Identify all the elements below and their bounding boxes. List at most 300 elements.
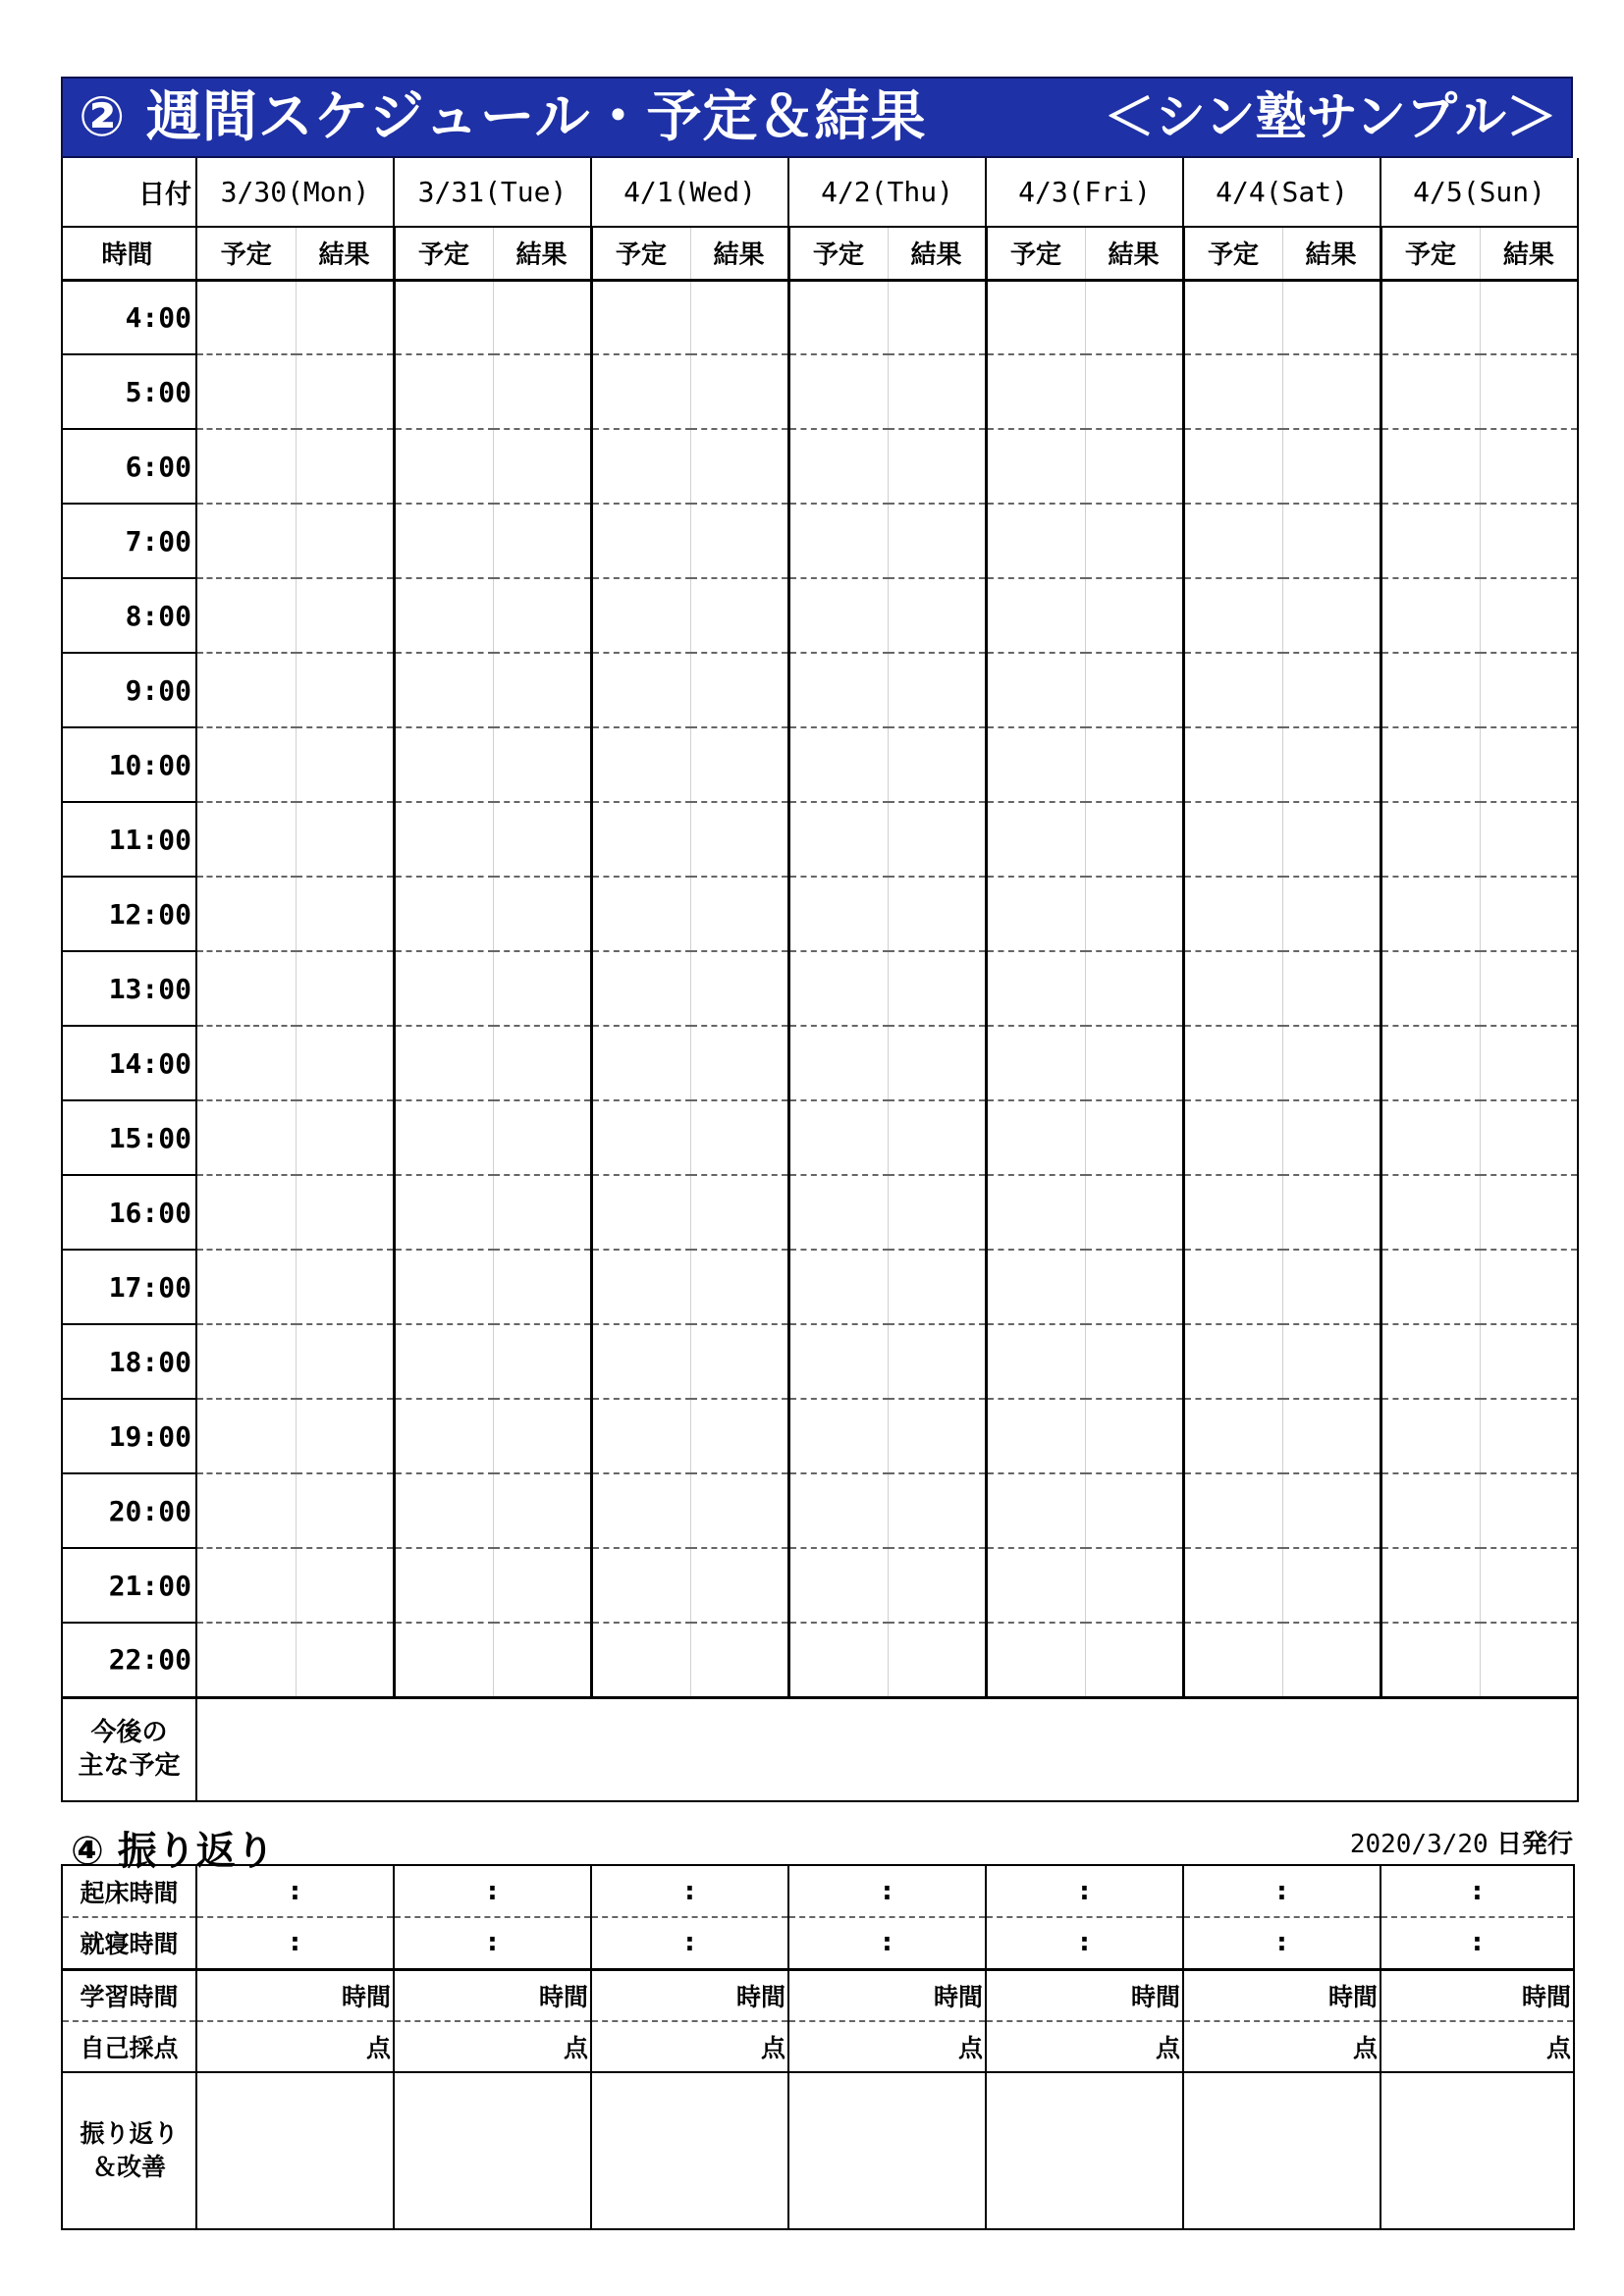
result-cell[interactable] xyxy=(888,280,986,354)
plan-cell[interactable] xyxy=(591,1473,690,1548)
review-cell[interactable] xyxy=(788,2072,986,2229)
plan-cell[interactable] xyxy=(394,877,493,951)
plan-cell[interactable] xyxy=(788,1100,888,1175)
result-cell[interactable] xyxy=(1282,1026,1380,1100)
result-cell[interactable] xyxy=(888,429,986,504)
result-cell[interactable] xyxy=(1480,1399,1578,1473)
wake-time-cell[interactable]: : xyxy=(1380,1865,1574,1917)
plan-cell[interactable] xyxy=(591,1324,690,1399)
result-cell[interactable] xyxy=(1480,1473,1578,1548)
result-cell[interactable] xyxy=(1282,877,1380,951)
result-cell[interactable] xyxy=(1085,1623,1183,1697)
plan-cell[interactable] xyxy=(394,1250,493,1324)
result-cell[interactable] xyxy=(888,653,986,727)
plan-cell[interactable] xyxy=(394,1548,493,1623)
result-cell[interactable] xyxy=(493,1623,591,1697)
result-cell[interactable] xyxy=(1282,1399,1380,1473)
plan-cell[interactable] xyxy=(788,877,888,951)
result-cell[interactable] xyxy=(493,1100,591,1175)
plan-cell[interactable] xyxy=(394,1623,493,1697)
result-cell[interactable] xyxy=(1282,578,1380,653)
result-cell[interactable] xyxy=(296,1026,394,1100)
plan-cell[interactable] xyxy=(1380,1548,1480,1623)
result-cell[interactable] xyxy=(1282,429,1380,504)
plan-cell[interactable] xyxy=(394,1324,493,1399)
result-cell[interactable] xyxy=(493,578,591,653)
plan-cell[interactable] xyxy=(1380,354,1480,429)
result-cell[interactable] xyxy=(888,1324,986,1399)
result-cell[interactable] xyxy=(888,1175,986,1250)
result-cell[interactable] xyxy=(1480,1175,1578,1250)
plan-cell[interactable] xyxy=(1183,429,1282,504)
result-cell[interactable] xyxy=(1480,578,1578,653)
result-cell[interactable] xyxy=(1085,1324,1183,1399)
result-cell[interactable] xyxy=(1480,1324,1578,1399)
plan-cell[interactable] xyxy=(986,1175,1085,1250)
plan-cell[interactable] xyxy=(986,1026,1085,1100)
result-cell[interactable] xyxy=(690,1399,788,1473)
study-time-cell[interactable]: 時間 xyxy=(394,1969,591,2021)
plan-cell[interactable] xyxy=(788,653,888,727)
plan-cell[interactable] xyxy=(394,1473,493,1548)
plan-cell[interactable] xyxy=(1380,653,1480,727)
plan-cell[interactable] xyxy=(196,1548,296,1623)
plan-cell[interactable] xyxy=(394,653,493,727)
plan-cell[interactable] xyxy=(591,1548,690,1623)
plan-cell[interactable] xyxy=(1183,504,1282,578)
result-cell[interactable] xyxy=(1480,354,1578,429)
study-time-cell[interactable]: 時間 xyxy=(1380,1969,1574,2021)
result-cell[interactable] xyxy=(1085,504,1183,578)
wake-time-cell[interactable]: : xyxy=(591,1865,788,1917)
plan-cell[interactable] xyxy=(1380,429,1480,504)
self-score-cell[interactable]: 点 xyxy=(591,2021,788,2072)
plan-cell[interactable] xyxy=(394,1175,493,1250)
plan-cell[interactable] xyxy=(788,578,888,653)
plan-cell[interactable] xyxy=(788,1473,888,1548)
result-cell[interactable] xyxy=(888,1100,986,1175)
plan-cell[interactable] xyxy=(1380,877,1480,951)
plan-cell[interactable] xyxy=(1183,877,1282,951)
result-cell[interactable] xyxy=(296,578,394,653)
sleep-time-cell[interactable]: : xyxy=(591,1917,788,1969)
plan-cell[interactable] xyxy=(196,802,296,877)
result-cell[interactable] xyxy=(888,1399,986,1473)
plan-cell[interactable] xyxy=(591,653,690,727)
result-cell[interactable] xyxy=(1282,1100,1380,1175)
plan-cell[interactable] xyxy=(591,1100,690,1175)
result-cell[interactable] xyxy=(1085,578,1183,653)
plan-cell[interactable] xyxy=(394,354,493,429)
result-cell[interactable] xyxy=(296,1473,394,1548)
result-cell[interactable] xyxy=(1480,1548,1578,1623)
plan-cell[interactable] xyxy=(1380,1324,1480,1399)
plan-cell[interactable] xyxy=(1183,1473,1282,1548)
plan-cell[interactable] xyxy=(394,280,493,354)
result-cell[interactable] xyxy=(690,1548,788,1623)
result-cell[interactable] xyxy=(1085,1250,1183,1324)
plan-cell[interactable] xyxy=(196,727,296,802)
plan-cell[interactable] xyxy=(394,727,493,802)
plan-cell[interactable] xyxy=(1380,951,1480,1026)
result-cell[interactable] xyxy=(690,951,788,1026)
wake-time-cell[interactable]: : xyxy=(788,1865,986,1917)
result-cell[interactable] xyxy=(1282,1175,1380,1250)
plan-cell[interactable] xyxy=(788,1623,888,1697)
plan-cell[interactable] xyxy=(986,280,1085,354)
plan-cell[interactable] xyxy=(1380,1250,1480,1324)
sleep-time-cell[interactable]: : xyxy=(1183,1917,1380,1969)
result-cell[interactable] xyxy=(296,951,394,1026)
plan-cell[interactable] xyxy=(196,504,296,578)
result-cell[interactable] xyxy=(1480,653,1578,727)
self-score-cell[interactable]: 点 xyxy=(1380,2021,1574,2072)
result-cell[interactable] xyxy=(888,877,986,951)
sleep-time-cell[interactable]: : xyxy=(394,1917,591,1969)
plan-cell[interactable] xyxy=(986,951,1085,1026)
plan-cell[interactable] xyxy=(196,1473,296,1548)
plan-cell[interactable] xyxy=(788,280,888,354)
result-cell[interactable] xyxy=(1282,802,1380,877)
plan-cell[interactable] xyxy=(1183,1324,1282,1399)
plan-cell[interactable] xyxy=(591,1026,690,1100)
result-cell[interactable] xyxy=(493,1250,591,1324)
result-cell[interactable] xyxy=(493,280,591,354)
plan-cell[interactable] xyxy=(196,578,296,653)
result-cell[interactable] xyxy=(493,429,591,504)
result-cell[interactable] xyxy=(296,653,394,727)
result-cell[interactable] xyxy=(1480,504,1578,578)
plan-cell[interactable] xyxy=(591,429,690,504)
plan-cell[interactable] xyxy=(1380,1100,1480,1175)
plan-cell[interactable] xyxy=(1380,1026,1480,1100)
wake-time-cell[interactable]: : xyxy=(986,1865,1183,1917)
result-cell[interactable] xyxy=(493,354,591,429)
plan-cell[interactable] xyxy=(1380,504,1480,578)
plan-cell[interactable] xyxy=(591,877,690,951)
result-cell[interactable] xyxy=(296,354,394,429)
plan-cell[interactable] xyxy=(986,653,1085,727)
review-cell[interactable] xyxy=(1380,2072,1574,2229)
result-cell[interactable] xyxy=(493,1548,591,1623)
plan-cell[interactable] xyxy=(591,1399,690,1473)
result-cell[interactable] xyxy=(1282,1324,1380,1399)
plan-cell[interactable] xyxy=(986,802,1085,877)
result-cell[interactable] xyxy=(888,951,986,1026)
plan-cell[interactable] xyxy=(196,1250,296,1324)
plan-cell[interactable] xyxy=(591,504,690,578)
plan-cell[interactable] xyxy=(196,653,296,727)
plan-cell[interactable] xyxy=(986,1324,1085,1399)
plan-cell[interactable] xyxy=(986,1548,1085,1623)
result-cell[interactable] xyxy=(1085,877,1183,951)
plan-cell[interactable] xyxy=(196,280,296,354)
result-cell[interactable] xyxy=(1282,280,1380,354)
plan-cell[interactable] xyxy=(788,951,888,1026)
result-cell[interactable] xyxy=(493,1175,591,1250)
result-cell[interactable] xyxy=(1282,1548,1380,1623)
wake-time-cell[interactable]: : xyxy=(394,1865,591,1917)
result-cell[interactable] xyxy=(1282,1473,1380,1548)
result-cell[interactable] xyxy=(690,727,788,802)
plan-cell[interactable] xyxy=(196,354,296,429)
result-cell[interactable] xyxy=(1282,653,1380,727)
result-cell[interactable] xyxy=(888,354,986,429)
plan-cell[interactable] xyxy=(1183,354,1282,429)
sleep-time-cell[interactable]: : xyxy=(986,1917,1183,1969)
result-cell[interactable] xyxy=(493,653,591,727)
plan-cell[interactable] xyxy=(1183,1548,1282,1623)
plan-cell[interactable] xyxy=(788,1026,888,1100)
review-cell[interactable] xyxy=(1183,2072,1380,2229)
result-cell[interactable] xyxy=(1480,951,1578,1026)
plan-cell[interactable] xyxy=(591,1623,690,1697)
review-cell[interactable] xyxy=(986,2072,1183,2229)
plan-cell[interactable] xyxy=(394,1026,493,1100)
plan-cell[interactable] xyxy=(196,429,296,504)
result-cell[interactable] xyxy=(296,1324,394,1399)
plan-cell[interactable] xyxy=(986,354,1085,429)
result-cell[interactable] xyxy=(493,1399,591,1473)
plan-cell[interactable] xyxy=(394,1100,493,1175)
plan-cell[interactable] xyxy=(986,504,1085,578)
plan-cell[interactable] xyxy=(1380,1623,1480,1697)
result-cell[interactable] xyxy=(888,727,986,802)
plan-cell[interactable] xyxy=(1183,951,1282,1026)
sleep-time-cell[interactable]: : xyxy=(1380,1917,1574,1969)
result-cell[interactable] xyxy=(888,1473,986,1548)
plan-cell[interactable] xyxy=(1380,1473,1480,1548)
self-score-cell[interactable]: 点 xyxy=(788,2021,986,2072)
result-cell[interactable] xyxy=(888,504,986,578)
plan-cell[interactable] xyxy=(394,951,493,1026)
plan-cell[interactable] xyxy=(986,1399,1085,1473)
result-cell[interactable] xyxy=(1480,1026,1578,1100)
result-cell[interactable] xyxy=(296,504,394,578)
result-cell[interactable] xyxy=(690,429,788,504)
plan-cell[interactable] xyxy=(1380,1399,1480,1473)
result-cell[interactable] xyxy=(888,1026,986,1100)
result-cell[interactable] xyxy=(493,951,591,1026)
plan-cell[interactable] xyxy=(591,280,690,354)
plan-cell[interactable] xyxy=(394,578,493,653)
result-cell[interactable] xyxy=(690,877,788,951)
result-cell[interactable] xyxy=(1085,354,1183,429)
plan-cell[interactable] xyxy=(1183,280,1282,354)
result-cell[interactable] xyxy=(493,504,591,578)
review-cell[interactable] xyxy=(394,2072,591,2229)
plan-cell[interactable] xyxy=(196,1026,296,1100)
result-cell[interactable] xyxy=(1085,802,1183,877)
result-cell[interactable] xyxy=(1480,802,1578,877)
result-cell[interactable] xyxy=(690,1623,788,1697)
future-plans-field[interactable] xyxy=(196,1697,1578,1801)
review-cell[interactable] xyxy=(591,2072,788,2229)
result-cell[interactable] xyxy=(1480,727,1578,802)
result-cell[interactable] xyxy=(1085,727,1183,802)
plan-cell[interactable] xyxy=(591,727,690,802)
result-cell[interactable] xyxy=(1085,653,1183,727)
study-time-cell[interactable]: 時間 xyxy=(591,1969,788,2021)
result-cell[interactable] xyxy=(690,1473,788,1548)
plan-cell[interactable] xyxy=(986,877,1085,951)
plan-cell[interactable] xyxy=(986,1473,1085,1548)
result-cell[interactable] xyxy=(296,727,394,802)
result-cell[interactable] xyxy=(296,1548,394,1623)
plan-cell[interactable] xyxy=(1183,727,1282,802)
result-cell[interactable] xyxy=(493,1473,591,1548)
result-cell[interactable] xyxy=(296,1399,394,1473)
self-score-cell[interactable]: 点 xyxy=(986,2021,1183,2072)
result-cell[interactable] xyxy=(493,1324,591,1399)
result-cell[interactable] xyxy=(888,1250,986,1324)
plan-cell[interactable] xyxy=(591,354,690,429)
self-score-cell[interactable]: 点 xyxy=(1183,2021,1380,2072)
self-score-cell[interactable]: 点 xyxy=(196,2021,394,2072)
result-cell[interactable] xyxy=(690,1324,788,1399)
result-cell[interactable] xyxy=(1480,280,1578,354)
plan-cell[interactable] xyxy=(986,1250,1085,1324)
study-time-cell[interactable]: 時間 xyxy=(196,1969,394,2021)
result-cell[interactable] xyxy=(690,280,788,354)
wake-time-cell[interactable]: : xyxy=(196,1865,394,1917)
plan-cell[interactable] xyxy=(1183,578,1282,653)
plan-cell[interactable] xyxy=(1183,1100,1282,1175)
plan-cell[interactable] xyxy=(788,1250,888,1324)
plan-cell[interactable] xyxy=(986,429,1085,504)
plan-cell[interactable] xyxy=(788,504,888,578)
plan-cell[interactable] xyxy=(591,951,690,1026)
result-cell[interactable] xyxy=(1085,1473,1183,1548)
result-cell[interactable] xyxy=(1282,504,1380,578)
plan-cell[interactable] xyxy=(196,1324,296,1399)
result-cell[interactable] xyxy=(296,877,394,951)
result-cell[interactable] xyxy=(1480,877,1578,951)
plan-cell[interactable] xyxy=(788,1548,888,1623)
plan-cell[interactable] xyxy=(1183,802,1282,877)
result-cell[interactable] xyxy=(888,1623,986,1697)
plan-cell[interactable] xyxy=(1183,1250,1282,1324)
plan-cell[interactable] xyxy=(196,1100,296,1175)
plan-cell[interactable] xyxy=(1380,280,1480,354)
study-time-cell[interactable]: 時間 xyxy=(788,1969,986,2021)
plan-cell[interactable] xyxy=(394,429,493,504)
sleep-time-cell[interactable]: : xyxy=(788,1917,986,1969)
result-cell[interactable] xyxy=(1085,429,1183,504)
self-score-cell[interactable]: 点 xyxy=(394,2021,591,2072)
plan-cell[interactable] xyxy=(591,1175,690,1250)
result-cell[interactable] xyxy=(690,802,788,877)
result-cell[interactable] xyxy=(1282,1250,1380,1324)
result-cell[interactable] xyxy=(296,429,394,504)
result-cell[interactable] xyxy=(296,1100,394,1175)
plan-cell[interactable] xyxy=(1183,1399,1282,1473)
plan-cell[interactable] xyxy=(788,1175,888,1250)
result-cell[interactable] xyxy=(296,280,394,354)
result-cell[interactable] xyxy=(1282,1623,1380,1697)
plan-cell[interactable] xyxy=(196,1623,296,1697)
result-cell[interactable] xyxy=(296,1250,394,1324)
plan-cell[interactable] xyxy=(591,802,690,877)
plan-cell[interactable] xyxy=(196,951,296,1026)
plan-cell[interactable] xyxy=(394,504,493,578)
result-cell[interactable] xyxy=(296,1623,394,1697)
result-cell[interactable] xyxy=(1282,951,1380,1026)
result-cell[interactable] xyxy=(1085,1548,1183,1623)
plan-cell[interactable] xyxy=(788,1399,888,1473)
result-cell[interactable] xyxy=(1282,354,1380,429)
plan-cell[interactable] xyxy=(394,802,493,877)
result-cell[interactable] xyxy=(888,802,986,877)
result-cell[interactable] xyxy=(1085,951,1183,1026)
plan-cell[interactable] xyxy=(1380,802,1480,877)
result-cell[interactable] xyxy=(1085,280,1183,354)
plan-cell[interactable] xyxy=(788,429,888,504)
plan-cell[interactable] xyxy=(986,578,1085,653)
result-cell[interactable] xyxy=(493,877,591,951)
plan-cell[interactable] xyxy=(1380,578,1480,653)
result-cell[interactable] xyxy=(690,578,788,653)
plan-cell[interactable] xyxy=(788,1324,888,1399)
plan-cell[interactable] xyxy=(1380,1175,1480,1250)
result-cell[interactable] xyxy=(493,727,591,802)
sleep-time-cell[interactable]: : xyxy=(196,1917,394,1969)
plan-cell[interactable] xyxy=(196,1175,296,1250)
result-cell[interactable] xyxy=(690,504,788,578)
wake-time-cell[interactable]: : xyxy=(1183,1865,1380,1917)
result-cell[interactable] xyxy=(1085,1399,1183,1473)
result-cell[interactable] xyxy=(493,802,591,877)
plan-cell[interactable] xyxy=(986,1100,1085,1175)
plan-cell[interactable] xyxy=(196,1399,296,1473)
result-cell[interactable] xyxy=(690,1026,788,1100)
plan-cell[interactable] xyxy=(1183,1026,1282,1100)
result-cell[interactable] xyxy=(1282,727,1380,802)
result-cell[interactable] xyxy=(1480,1100,1578,1175)
result-cell[interactable] xyxy=(1085,1026,1183,1100)
result-cell[interactable] xyxy=(493,1026,591,1100)
result-cell[interactable] xyxy=(690,1250,788,1324)
plan-cell[interactable] xyxy=(591,1250,690,1324)
plan-cell[interactable] xyxy=(394,1399,493,1473)
plan-cell[interactable] xyxy=(986,1623,1085,1697)
result-cell[interactable] xyxy=(1085,1100,1183,1175)
result-cell[interactable] xyxy=(296,802,394,877)
result-cell[interactable] xyxy=(690,653,788,727)
study-time-cell[interactable]: 時間 xyxy=(1183,1969,1380,2021)
result-cell[interactable] xyxy=(1480,1623,1578,1697)
result-cell[interactable] xyxy=(1480,1250,1578,1324)
plan-cell[interactable] xyxy=(986,727,1085,802)
result-cell[interactable] xyxy=(1085,1175,1183,1250)
plan-cell[interactable] xyxy=(788,802,888,877)
plan-cell[interactable] xyxy=(1380,727,1480,802)
plan-cell[interactable] xyxy=(591,578,690,653)
plan-cell[interactable] xyxy=(196,877,296,951)
result-cell[interactable] xyxy=(296,1175,394,1250)
plan-cell[interactable] xyxy=(1183,1175,1282,1250)
plan-cell[interactable] xyxy=(1183,653,1282,727)
study-time-cell[interactable]: 時間 xyxy=(986,1969,1183,2021)
result-cell[interactable] xyxy=(690,354,788,429)
result-cell[interactable] xyxy=(690,1175,788,1250)
plan-cell[interactable] xyxy=(1183,1623,1282,1697)
plan-cell[interactable] xyxy=(788,354,888,429)
result-cell[interactable] xyxy=(888,1548,986,1623)
plan-cell[interactable] xyxy=(788,727,888,802)
review-cell[interactable] xyxy=(196,2072,394,2229)
result-cell[interactable] xyxy=(888,578,986,653)
